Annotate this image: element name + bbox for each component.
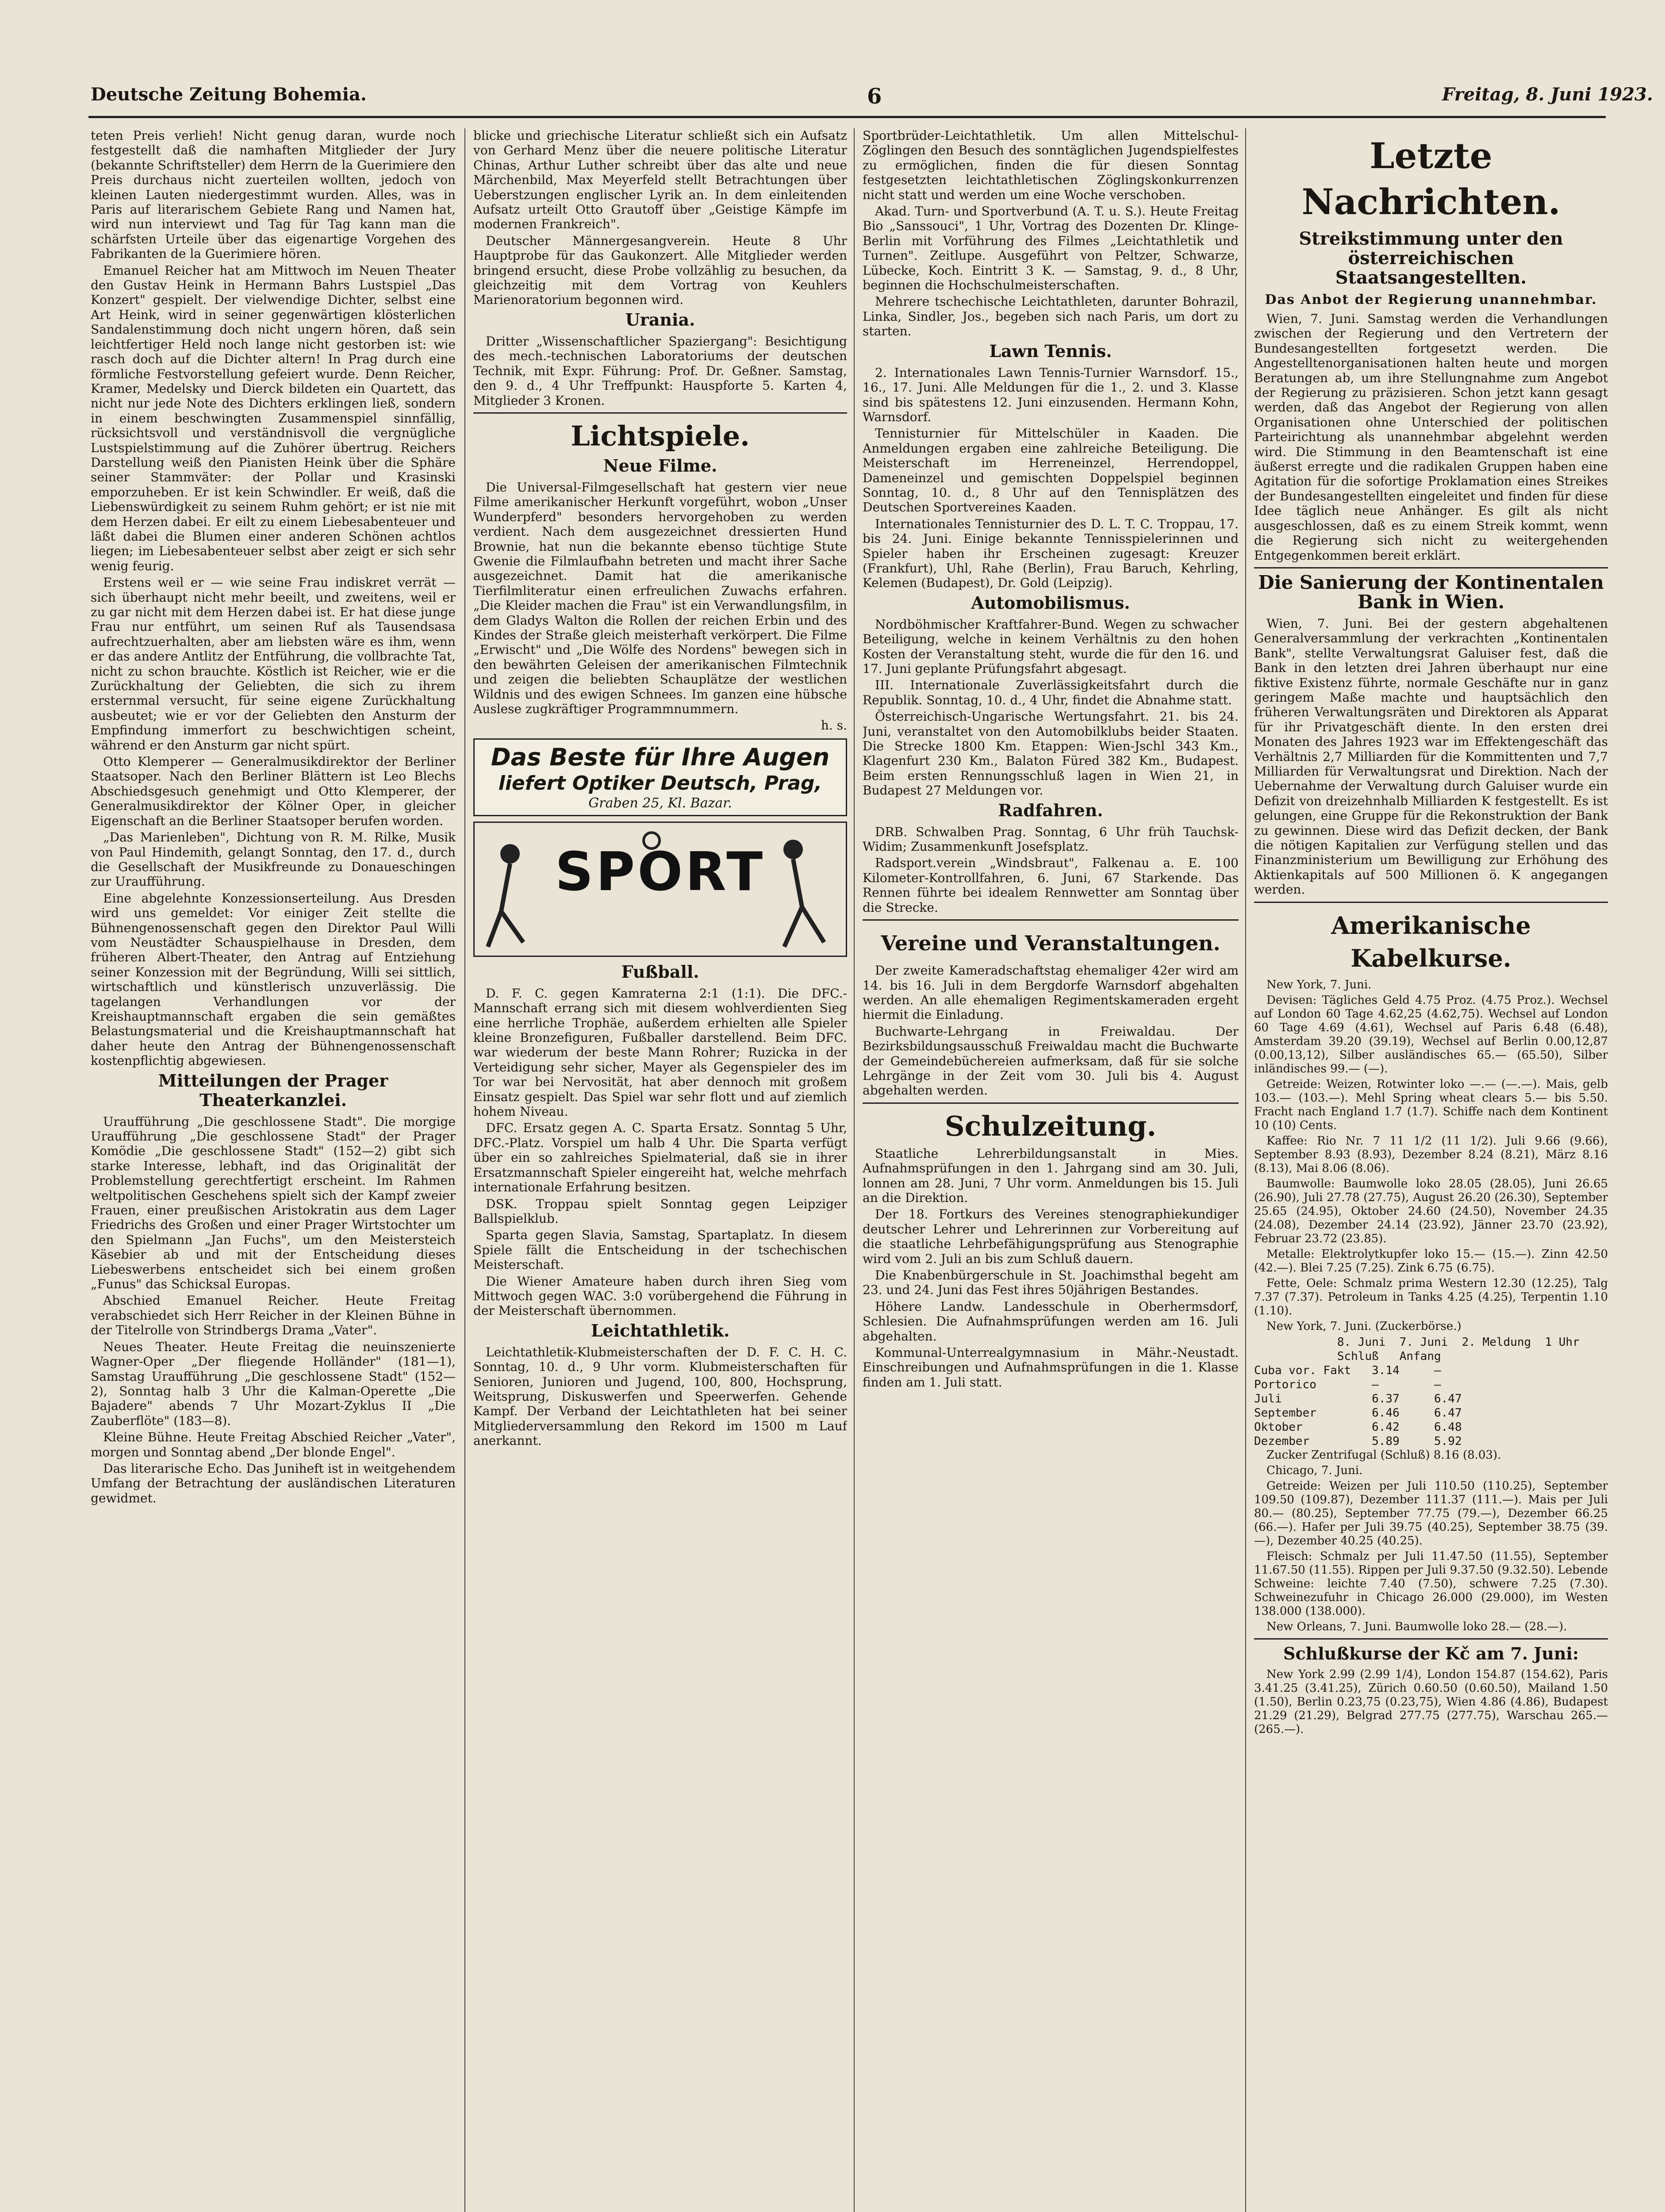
article-paragraph: Radsport.verein „Windsbraut", Falkenau a. E. 100 Kilometer-Kontrollfahren, 6. Juni, 67 Starkende. Das Rennen führte bei idealem Rennwetter am Sonntag über die Strecke. — [863, 856, 1239, 915]
headline-schlusskurse: Schlußkurse der Kč am 7. Juni: — [1283, 1643, 1579, 1663]
market-paragraph: Getreide: Weizen per Juli 110.50 (110.25), September 109.50 (109.87), Dezember 111.37 (111.—). Mais per Juli 80.— (80.25), September 77.75 (79.—), Dezember 66.25 (66.—). Hafer per Juli 39.75 (40.25), September 38.75 (39.—), Dezember 40.25 (40.25). — [1254, 1479, 1608, 1548]
subheadline: Das Anbot der Regierung unannehmbar. — [1265, 292, 1597, 307]
article-paragraph: DRB. Schwalben Prag. Sonntag, 6 Uhr früh Tauchsk-Widim; Zusammenkunft Josefsplatz. — [863, 824, 1239, 854]
signature: h. s. — [821, 718, 847, 733]
column-divider — [854, 128, 855, 2212]
column-3 — [863, 128, 1239, 2212]
sugar-table-header: 8. Juni 7. Juni 2. Meldung 1 Uhr Schluß Anfang — [1337, 1335, 1580, 1363]
section-title-letzte-nachrichten: Letzte Nachrichten. — [1301, 135, 1561, 223]
section-heading: Radfahren. — [998, 800, 1103, 820]
article-paragraph: Eine abgelehnte Konzessionserteilung. Aus Dresden wird uns gemeldet: Vor einiger Zeit stellte die Bühnengenossenschaft gegen den Direktor Paul Willi vom Neustädter Schauspielhause in Dresden, dem früheren Albert-Theater, den Antrag auf Entziehung seiner Konzession mit der Begründung, Willi sei sittlich, wirtschaftlich und künstlerisch unzuverlässig. Die tagelangen Verhandlungen vor der Kreishauptmannschaft ergaben die sein gemäßtes Belastungsmaterial und die Kreishauptmannschaft hat daher heute den Antrag der Bühnengenossenschaft kostenpflichtig abgewiesen. — [91, 891, 456, 1068]
ad-headline: Das Beste für Ihre Augen — [491, 743, 830, 771]
section-title-schulzeitung: Schulzeitung. — [944, 1110, 1157, 1142]
article-paragraph: Sportbrüder-Leichtathletik. Um allen Mittelschul-Zöglingen den Besuch des sonntäglichen Jugendspielfestes zu ermöglichen, finden die für diesen Sonntag festgesetzten leichtathletischen Zöglingskonkurrenzen nicht statt und werden um eine Woche verschoben. — [863, 128, 1239, 202]
section-title-vereine: Vereine und Veranstaltungen. — [881, 931, 1220, 956]
article-paragraph: Der 18. Fortkurs des Vereines stenographiekundiger deutscher Lehrer und Lehrerinnen zur Vorbereitung auf die staatliche Lehrbefähigungsprüfung aus Stenographie wird vom 2. Juli an bis zum Schluß dauern. — [863, 1207, 1239, 1266]
article-paragraph: Otto Klemperer — Generalmusikdirektor der Berliner Staatsoper. Nach den Berliner Blättern ist Leo Blechs Abschiedsgesuch genehmigt und Otto Klemperer, der Generalmusikdirektor der Kölner Oper, in gleicher Eigenschaft an die Berliner Staatsoper berufen worden. — [91, 754, 456, 828]
article-paragraph: III. Internationale Zuverlässigkeitsfahrt durch die Republik. Sonntag, 10. d., 4 Uhr, findet die Abnahme statt. — [863, 678, 1239, 707]
article-paragraph: DFC. Ersatz gegen A. C. Sparta Ersatz. Sonntag 5 Uhr, DFC.-Platz. Vorspiel um halb 4 Uhr. Die Sparta verfügt über ein so zahlreiches Spielmaterial, daß sie in ihrer Ersatzmannschaft Spieler eingereiht hat, welche mehrfach internationale Erfahrung besitzen. — [473, 1121, 847, 1195]
article-paragraph: Abschied Emanuel Reicher. Heute Freitag verabschiedet sich Herr Reicher in der Kleinen Bühne in der Titelrolle von Strindbergs Drama „Vater". — [91, 1293, 456, 1338]
column-divider — [1245, 128, 1246, 2212]
market-paragraph: New York 2.99 (2.99 1/4), London 154.87 (154.62), Paris 3.41.25 (3.41.25), Zürich 0.60.50 (0.60.50), Mailand 1.50 (1.50), Berlin 0.23,75 (0.23,75), Wien 4.86 (4.86), Budapest 21.29 (21.29), Belgrad 277.75 (277.75), Warschau 265.— (265.—). — [1254, 1667, 1608, 1736]
sugar-table-body: Cuba vor. Fakt 3.14 — Portorico — — Juli 6.37 6.47 September 6.46 6.47 Oktober 6.42 6.48 Dezember 5.89 5.92 — [1254, 1363, 1462, 1448]
section-heading: Lawn Tennis. — [989, 341, 1112, 361]
column-4 — [1254, 128, 1608, 2212]
article-paragraph: Neues Theater. Heute Freitag die neuinszenierte Wagner-Oper „Der fliegende Holländer" (181—1), Samstag Uraufführung „Die geschlossene Stadt" (152—2), Sonntag halb 3 Uhr die Kalman-Operette „Die Bajadere" abends 7 Uhr Mozart-Zyklus II „Die Zauberflöte" (183—8). — [91, 1339, 456, 1428]
sport-illustration — [473, 822, 847, 957]
article-paragraph: teten Preis verlieh! Nicht genug daran, wurde noch festgestellt daß die namhaften Mitglieder der Jury (bekannte Schriftsteller) dem Herrn de la Guerimiere den Preis durchaus nicht zuerteilen wollten, jedoch von kleinen Lauten niedergestimmt wurden. Alles, was in Paris auf literarischem Gebiete Rang und Namen hat, wird nun interviewt und Tag für Tag kann man die schärfsten Urteile über das eigenartige Vorgehen des Fabrikanten de la Guerimiere hören. — [91, 128, 456, 261]
market-paragraph: Baumwolle: Baumwolle loko 28.05 (28.05), Juni 26.65 (26.90), Juli 27.78 (27.75), August 26.20 (26.30), September 25.65 (24.95), Oktober 24.60 (24.50), November 24.35 (24.08), Dezember 24.14 (23.92), Jänner 23.70 (23.92), Februar 23.72 (23.85). — [1254, 1177, 1608, 1245]
ad-address: Graben 25, Kl. Bazar. — [588, 795, 732, 811]
article-paragraph: Mehrere tschechische Leichtathleten, darunter Bohrazil, Linka, Sindler, Jos., begeben sich nach Paris, um dort zu starten. — [863, 294, 1239, 339]
section-title-lichtspiele: Lichtspiele. — [571, 419, 750, 452]
article-paragraph: DSK. Troppau spielt Sonntag gegen Leipziger Ballspielklub. — [473, 1196, 847, 1226]
section-heading: Urania. — [625, 309, 695, 330]
article-paragraph: blicke und griechische Literatur schließt sich ein Aufsatz von Gerhard Menz über die neuere politische Literatur Chinas, Arthur Luther schreibt über das alte und neue Märchenbild, Max Meyerfeld stellt Betrachtungen über Ueberstzungen englischer Lyrik an. In dem einleitenden Aufsatz urteilt Otto Grautoff über „Geistige Kämpfe im modernen Frankreich". — [473, 128, 847, 232]
column-1 — [91, 128, 456, 2212]
page-number: 6 — [867, 84, 882, 109]
header-rule — [88, 116, 1606, 118]
article-paragraph: 2. Internationales Lawn Tennis-Turnier Warnsdorf. 15., 16., 17. Juni. Alle Meldungen für die 1., 2. und 3. Klasse sind bis spätestens 12. Juni einzusenden. Hermann Kohn, Warnsdorf. — [863, 365, 1239, 424]
headline-sanierung: Die Sanierung der Kontinentalen Bank in Wien. — [1258, 571, 1604, 613]
article-paragraph: Uraufführung „Die geschlossene Stadt". Die morgige Uraufführung „Die geschlossene Stadt" der Prager Komödie „Die geschlossene Stadt" (152—2) gibt sich starke Interesse, lebhaft, ind das Originalität der Problemstellung gerechtfertigt erscheint. Im Rahmen weltpolitischen Geschehens spielt sich der Kampf zweier Frauen, einer preußischen Aristokratin aus dem Lager Friedrichs des Großen und einer Prager Wirtstochter um den Spielmann „Jan Fuchs", um den Meistersteich Käsebier ab und mit der Entscheidung dieses Liebeswerbens entscheidet sich bei einem großen „Funus" das Schicksal Europas. — [91, 1114, 456, 1292]
article-paragraph: Die Knabenbürgerschule in St. Joachimsthal begeht am 23. und 24. Juni das Fest ihres 50jährigen Bestandes. — [863, 1268, 1239, 1298]
optiker-advertisement — [473, 738, 847, 816]
section-rule — [863, 1102, 1239, 1104]
article-paragraph: Emanuel Reicher hat am Mittwoch im Neuen Theater den Gustav Heink in Hermann Bahrs Lustspiel „Das Konzert" gespielt. Der vielwendige Dichter, selbst eine Art Heink, wird in seiner gegenwärtigen klösterlichen Sandalenstimmung doch nicht ungern hören, daß sein leichtfertiger Held noch lange nicht gestorben ist: wie rasch doch auf die Dichter altern! In Prag durch eine förmliche Festvorstellung gefeiert wurde. Denn Reicher, Kramer, Medelsky und Dierck bildeten ein Quartett, das nicht nur jede Note des Dichters erklingen ließ, sondern in einem beschwingten Zusammenspiel sinnfällig, rücksichtsvoll und verständnisvoll die vergnügliche Lustspielstimmung auf die Zuhörer übertrug. Reichers Darstellung weiß den Pianisten Heink über die Sphäre seiner Stammväter: der Pollar und Krasinski emporzuheben. Er ist kein Schwindler. Er weiß, daß die Liebenswürdigkeit zu seinem Ruhm gehört; er ist nie mit dem Herzen dabei. Er eilt zu einem Liebesabenteuer und läßt dabei die Blumen einer anderen Schönen achtlos liegen; im Liebesabenteuer selbst aber zeigt er sich sehr wenig feurig. — [91, 263, 456, 573]
sport-title: SPORT — [555, 841, 766, 903]
market-paragraph: Metalle: Elektrolytkupfer loko 15.— (15.—). Zinn 42.50 (42.—). Blei 7.25 (7.25). Zink 6.75 (6.75). — [1254, 1247, 1608, 1275]
market-dateline: Chicago, 7. Juni. — [1266, 1463, 1363, 1477]
section-rule — [473, 412, 847, 414]
article-paragraph: Buchwarte-Lehrgang in Freiwaldau. Der Bezirksbildungsausschuß Freiwaldau macht die Buchwarte der Gemeindebüchereien aufmerksam, daß für sie solche Lehrgänge in der Zeit vom 30. Juli bis 4. August abgehalten werden. — [863, 1024, 1239, 1098]
header-date: Freitag, 8. Juni 1923. — [1442, 84, 1653, 105]
article-paragraph: Staatliche Lehrerbildungsanstalt in Mies. Aufnahmsprüfungen in den 1. Jahrgang sind am 30. Juli, lonnen am 28. Juni, 7 Uhr vorm. Anmeldungen bis 15. Juli an die Direktion. — [863, 1146, 1239, 1205]
section-subtitle: Neue Filme. — [603, 455, 717, 476]
headline-streik: Streikstimmung unter den österreichischen Staatsangestellten. — [1299, 228, 1563, 288]
article-paragraph: Die Wiener Amateure haben durch ihren Sieg vom Mittwoch gegen WAC. 3:0 vorübergehend die Führung in der Meisterschaft übernommen. — [473, 1274, 847, 1318]
article-paragraph: Höhere Landw. Landesschule in Oberhermsdorf, Schlesien. Die Aufnahmsprüfungen werden am 16. Juli abgehalten. — [863, 1299, 1239, 1344]
article-paragraph: Nordböhmischer Kraftfahrer-Bund. Wegen zu schwacher Beteiligung, welche in keinem Verhältnis zu den hohen Kosten der Veranstaltung steht, wurde die für den 16. und 17. Juni geplante Prüfungsfahrt abgesagt. — [863, 617, 1239, 676]
column-2 — [473, 128, 847, 2212]
column-divider — [464, 128, 465, 2212]
section-rule — [1254, 567, 1608, 568]
article-paragraph: Kleine Bühne. Heute Freitag Abschied Reicher „Vater", morgen und Sonntag abend „Der blonde Engel". — [91, 1430, 456, 1459]
article-paragraph: Erstens weil er — wie seine Frau indiskret verrät — sich überhaupt nicht mehr beeilt, und zweitens, weil er zu gar nicht mit dem Herzen dabei ist. Er hat diese junge Frau nur entführt, um seinen Ruf als Tausendsasa aufrechtzuerhalten, aber am liebsten wäre es ihm, wenn er das andere Antlitz der Entführung, die vollbrachte Tat, nicht zu schon brauchte. Köstlich ist Reicher, wie er die Zurückhaltung der Geliebten, die sich zu ihrem ersternmal versucht, für seine eigene Zurückhaltung ausbeutet; wie er vor der Geliebten den Ansturm der Empfindung immerfort zu beschwichtigen scheint, während er den Ansturm gar nicht spürt. — [91, 575, 456, 753]
article-paragraph: Wien, 7. Juni. Bei der gestern abgehaltenen Generalversammlung der verkrachten „Kontinentalen Bank", stellte Verwaltungsrat Galuiser fest, daß die Bank in den letzten drei Jahren überhaupt nur eine fiktive Existenz führte, normale Geschäfte nur in ganz geringem Maße machte und hauptsächlich den früheren Verwaltungsräten und Direktoren als Apparat für ihr Privatgeschäft diente. In den ersten drei Monaten des Jahres 1923 war im Effektengeschäft das Verhältnis 2,7 Milliarden für die Kommittenten und 7,7 Milliarden für Verwaltungsrat und Direktion. Nach der Uebernahme der Verwaltung durch Galuiser wurde ein Defizit von dreizehnhalb Milliarden K festgestellt. Es ist gelungen, eine Gruppe für die Rekonstruktion der Bank zu gewinnen. Diese wird das Defizit decken, der Bank die nötigen Kapitalien zur Verfügung stellen und das Finanzministerium um Bewilligung zur Erhöhung des Aktienkapitals auf 500 Millionen ö. K angegangen werden. — [1254, 616, 1608, 897]
section-title-kabelkurse: Amerikanische Kabelkurse. — [1331, 911, 1531, 972]
section-heading: Leichtathletik. — [591, 1320, 730, 1340]
article-paragraph: Die Universal-Filmgesellschaft hat gestern vier neue Filme amerikanischer Herkunft vorgeführt, wobon „Unser Wunderpferd" besonders hervorgehoben zu werden verdient. Nach dem ausgezeichnet dressierten Hund Brownie, hat nun die bekannte ebenso tüchtige Stute Gwenie die Filmlaufbahn betreten und macht ihrer Sache ausgezeichnet. Damit hat die amerikanische Tierfilmliteratur einen erfreulichen Zuwachs erfahren. „Die Kleider machen die Frau" ist ein Verwandlungsfilm, in dem Gladys Walton die Rollen der reichen Erbin und des Kindes der Straße gleich meisterhaft verkörpert. Die Filme „Erwischt" und „Die Wölfe des Nordens" bewegen sich in den bewährten Geleisen der amerikanischen Filmtechnik und zeigen die beliebten Schauplätze der westlichen Wildnis und des ewigen Schnees. Im ganzen eine hübsche Auslese zugkräftiger Programmnummern. — [473, 480, 847, 716]
section-rule — [1254, 1638, 1608, 1640]
market-paragraph: Devisen: Tägliches Geld 4.75 Proz. (4.75 Proz.). Wechsel auf London 60 Tage 4.62,25 (4.62,75). Wechsel auf London 60 Tage 4.69 (4.61), Wechsel auf Paris 6.48 (6.48), Amsterdam 39.20 (39.19), Wechsel auf Berlin 0.00,12,87 (0.00,13,12), Silber ausländisches 65.— (65.50), Silber inländisches 99.— (—). — [1254, 993, 1608, 1075]
section-heading: Fußball. — [621, 961, 699, 982]
section-rule — [1254, 902, 1608, 903]
article-paragraph: Akad. Turn- und Sportverbund (A. T. u. S.). Heute Freitag Bio „Sanssouci", 1 Uhr, Vortrag des Dozenten Dr. Klinge-Berlin mit Vorführung des Filmes „Leichtathletik und Turnen". Zeitlupe. Ausgeführt von Peltzer, Schwarze, Lübecke, Koch. Eintritt 3 K. — Samstag, 9. d., 8 Uhr, beginnen die Hochschulmeisterschaften. — [863, 204, 1239, 293]
article-paragraph: Internationales Tennisturnier des D. L. T. C. Troppau, 17. bis 24. Juni. Einige bekannte Tennisspielerinnen und Spieler haben ihr Erscheinen zugesagt: Kreuzer (Frankfurt), Uhl, Rahe (Berlin), Frau Baruch, Kehrling, Kelemen (Budapest), Dr. Gold (Leipzig). — [863, 516, 1239, 591]
ad-company: liefert Optiker Deutsch, Prag, — [498, 772, 822, 795]
market-dateline: New York, 7. Juni. (Zuckerbörse.) — [1266, 1319, 1462, 1333]
article-paragraph: Der zweite Kameradschaftstag ehemaliger 42er wird am 14. bis 16. Juli in dem Bergdorfe Warnsdorf abgehalten werden. An alle ehemaligen Regimentskameraden ergeht hiermit die Einladung. — [863, 963, 1239, 1022]
market-paragraph: New Orleans, 7. Juni. Baumwolle loko 28.— (28.—). — [1266, 1620, 1567, 1633]
article-paragraph: Sparta gegen Slavia, Samstag, Spartaplatz. In diesem Spiele fällt die Entscheidung in der tschechischen Meisterschaft. — [473, 1228, 847, 1272]
article-paragraph: Deutscher Männergesangverein. Heute 8 Uhr Hauptprobe für das Gaukonzert. Alle Mitglieder werden bringend ersucht, diese Probe vollzählig zu besuchen, da gleichzeitig mit dem Vortrag von Keuhlers Marienoratorium begonnen wird. — [473, 233, 847, 307]
article-paragraph: Das literarische Echo. Das Juniheft ist in weitgehendem Umfang der Betrachtung der ausländischen Literaturen gewidmet. — [91, 1461, 456, 1505]
market-paragraph: Fleisch: Schmalz per Juli 11.47.50 (11.55), September 11.67.50 (11.55). Rippen per Juli 9.37.50 (9.32.50). Lebende Schweine: leichte 7.40 (7.50), schwere 7.25 (7.30). Schweinezufuhr in Chicago 26.000 (29.000), im Westen 138.000 (138.000). — [1254, 1549, 1608, 1618]
market-paragraph: Fette, Oele: Schmalz prima Western 12.30 (12.25), Talg 7.37 (7.37). Petroleum in Tanks 4.25 (4.25), Terpentin 1.10 (1.10). — [1254, 1276, 1608, 1317]
article-paragraph: D. F. C. gegen Kamraterna 2:1 (1:1). Die DFC.-Mannschaft errang sich mit diesem wohlverdienten Sieg eine herrliche Trophäe, außerdem erhielten alle Spieler kleine Bronzefiguren, Fußballer darstellend. Beim DFC. war wiederum der beste Mann Rohrer; Ruzicka in der Verteidigung sehr sicher, Mayer als Gegenspieler des im Tor war bei Nervosität, hat aber dennoch mit großem Einsatz gespielt. Das Spiel war sehr flott und auf ziemlich hohem Niveau. — [473, 986, 847, 1119]
market-paragraph: Zucker Zentrifugal (Schluß) 8.16 (8.03). — [1266, 1448, 1501, 1462]
section-rule — [863, 919, 1239, 921]
article-paragraph: Wien, 7. Juni. Samstag werden die Verhandlungen zwischen der Regierung und den Vertretern der Bundesangestellten fortgesetzt werden. Die Angestelltenorganisationen halten heute und morgen Beratungen ab, um ihre Stellungnahme zum Angebot der Regierung zu präzisieren. Schon jetzt kann gesagt werden, daß das Angebot der Regierung von allen Organisationen ohne Unterschied der politischen Parteirichtung als unannehmbar abgelehnt werden wird. Die Stimmung in den Beamtenschaft ist eine äußerst erregte und die radikalen Gruppen haben eine Agitation für die sofortige Proklamation eines Streikes der Bundesangestellten eingeleitet und finden für diese Idee täglich neue Anhänger. Es gilt als nicht ausgeschlossen, daß es zu einem Streik kommt, wenn die Regierung sich nicht zu weitergehenden Entgegenkommen bereit erklärt. — [1254, 311, 1608, 563]
section-heading: Mitteilungen der Prager Theaterkanzlei. — [158, 1070, 388, 1110]
header-left: Deutsche Zeitung Bohemia. — [91, 84, 367, 105]
article-paragraph: Österreichisch-Ungarische Wertungsfahrt. 21. bis 24. Juni, veranstaltet von den Automobilklubs beider Staaten. Die Strecke 1800 Km. Etappen: Wien-Jschl 343 Km., Klagenfurt 230 Km., Balaton Füred 382 Km., Budapest. Beim ersten Rennungsschluß lagen in Wien 21, in Budapest 27 Meldungen vor. — [863, 709, 1239, 798]
section-heading: Automobilismus. — [971, 592, 1130, 613]
article-paragraph: Kommunal-Unterrealgymnasium in Mähr.-Neustadt. Einschreibungen und Aufnahmsprüfungen in die 1. Klasse finden am 1. Juli statt. — [863, 1345, 1239, 1390]
article-paragraph: Tennisturnier für Mittelschüler in Kaaden. Die Anmeldungen ergaben eine zahlreiche Beteiligung. Die Meisterschaft im Herreneinzel, Herrendoppel, Dameneinzel und gemischten Doppelspiel beginnen Sonntag, 10. d., 8 Uhr auf den Tennisplätzen des Deutschen Sportvereines Kaaden. — [863, 426, 1239, 515]
market-dateline: New York, 7. Juni. — [1266, 978, 1372, 991]
article-paragraph: Dritter „Wissenschaftlicher Spaziergang": Besichtigung des mech.-technischen Laboratoriums der deutschen Technik, mit Expr. Führung: Prof. Dr. Geßner. Samstag, den 9. d., 4 Uhr Treffpunkt: Hauspforte 5. Karten 4, Mitglieder 3 Kronen. — [473, 334, 847, 408]
market-paragraph: Getreide: Weizen, Rotwinter loko —.— (—.—). Mais, gelb 103.— (103.—). Mehl Spring wheat clears 5.— bis 5.50. Fracht nach England 1.7 (1.7). Schiffe nach dem Kontinent 10 (10) Cents. — [1254, 1077, 1608, 1132]
article-paragraph: „Das Marienleben", Dichtung von R. M. Rilke, Musik von Paul Hindemith, gelangt Sonntag, den 17. d., durch die Gesellschaft der Musikfreunde zu Donaueschingen zur Uraufführung. — [91, 830, 456, 889]
market-paragraph: Kaffee: Rio Nr. 7 11 1/2 (11 1/2). Juli 9.66 (9.66), September 8.93 (8.93), Dezember 8.24 (8.21), März 8.16 (8.13), Mai 8.06 (8.06). — [1254, 1134, 1608, 1175]
article-paragraph: Leichtathletik-Klubmeisterschaften der D. F. C. H. C. Sonntag, 10. d., 9 Uhr vorm. Klubmeisterschaften für Senioren, Junioren und Jugend, 100, 800, Hochsprung, Weitsprung, Diskuswerfen und Speerwerfen. Gehende Kampf. Der Verband der Leichtathleten hat bei seiner Mitgliederversammlung den Rekord im 1500 m Lauf anerkannt. — [473, 1344, 847, 1448]
